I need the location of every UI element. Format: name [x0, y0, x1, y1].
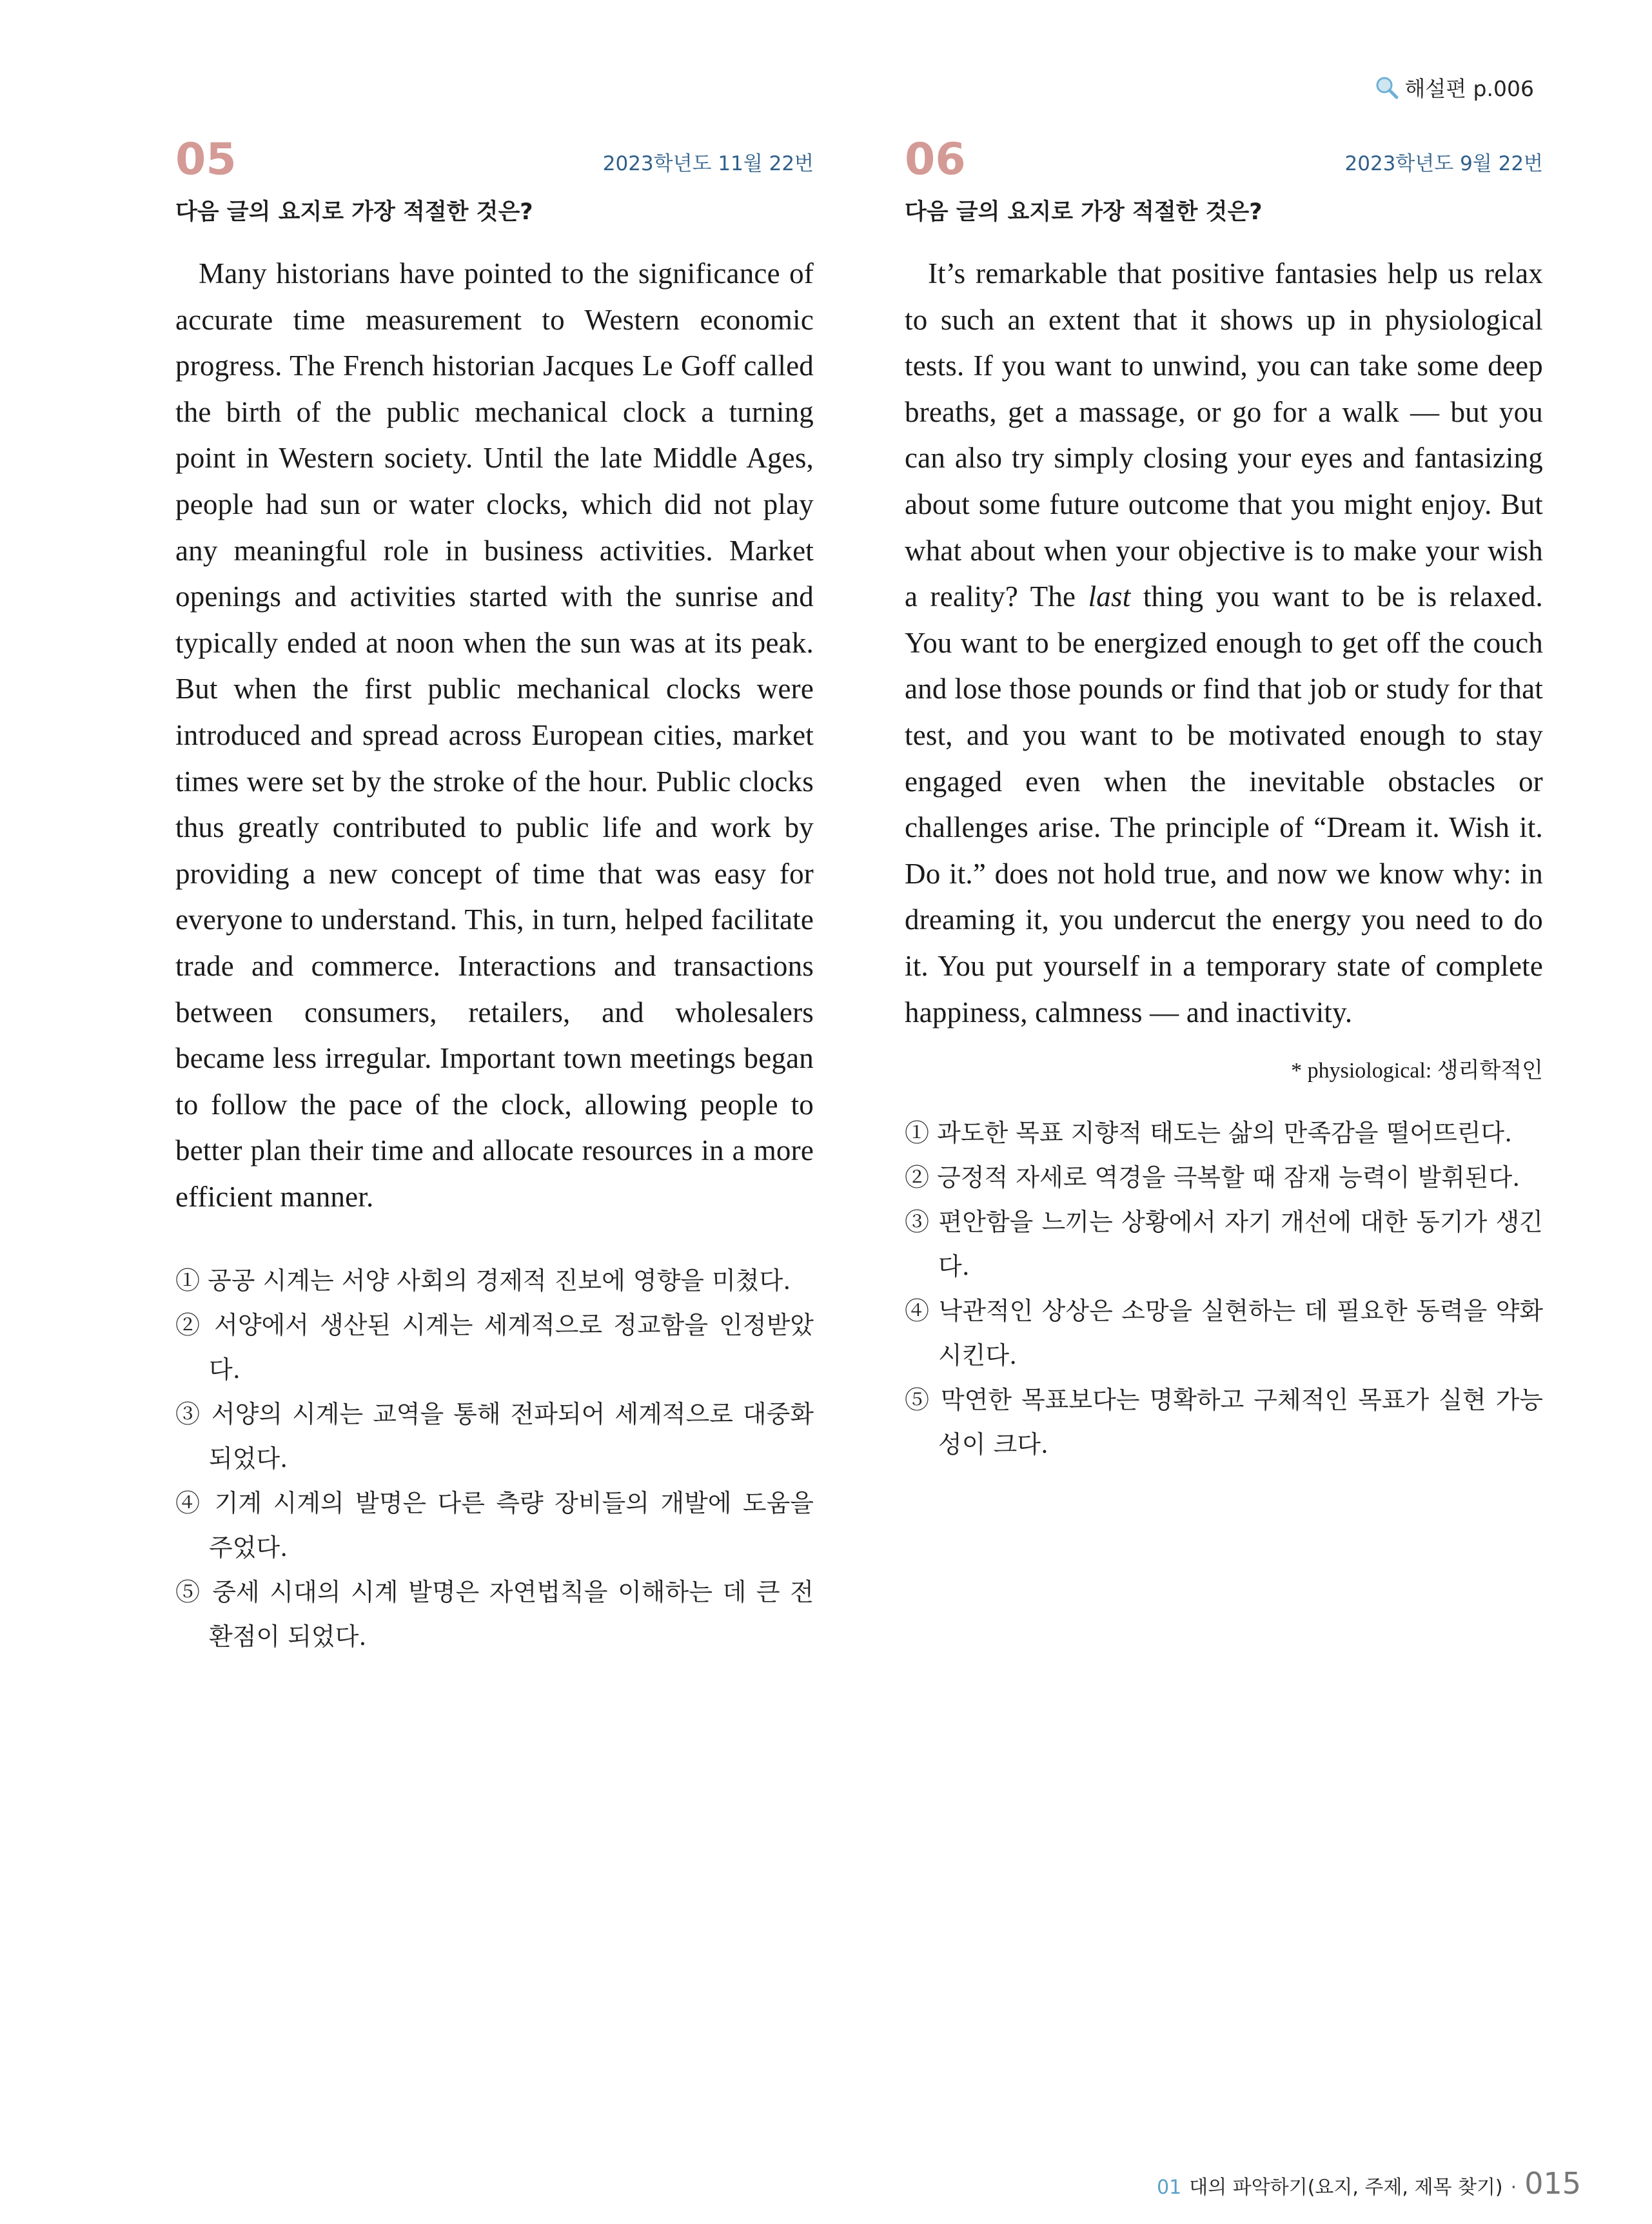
question-05: [175, 132, 814, 1669]
answer-reference-text: 해설편 p.006: [1404, 76, 1534, 101]
question-number: 05: [175, 134, 237, 185]
choice-1[interactable]: ① 공공 시계는 서양 사회의 경제적 진보에 영향을 미쳤다.: [175, 1266, 791, 1295]
question-number: 06: [905, 134, 966, 185]
choice-list: [905, 1111, 1543, 1467]
choice-2[interactable]: ② 서양에서 생산된 시계는 세계적으로 정교함을 인정받았다.: [175, 1311, 814, 1384]
passage-part-1: It’s remarkable that positive fantasies help us relax to such an extent that it shows up in physiological tests. If you want to unwind, you can take some deep breaths, get a massage, or go for a walk — but you can also try simply closing your eyes and fantasizing about some future outcome that you might enjoy. But what about when your objective is to make your wish a reality? The: [905, 257, 1543, 613]
question-source: 2023학년도 11월 22번: [602, 152, 814, 175]
choice-5[interactable]: ⑤ 막연한 목표보다는 명확하고 구체적인 목표가 실현 가능성이 크다.: [905, 1386, 1543, 1459]
answer-reference: [1375, 72, 1534, 103]
page-footer: [1157, 2166, 1581, 2201]
question-06: [905, 132, 1543, 1477]
choice-4[interactable]: ④ 기계 시계의 발명은 다른 측량 장비들의 개발에 도움을 주었다.: [175, 1489, 814, 1562]
choice-list: [175, 1259, 814, 1659]
chapter-number: 01: [1157, 2176, 1182, 2199]
page-number: 015: [1524, 2166, 1581, 2201]
choice-2[interactable]: ② 긍정적 자세로 역경을 극복할 때 잠재 능력이 발휘된다.: [905, 1163, 1520, 1192]
choice-3[interactable]: ③ 편안함을 느끼는 상황에서 자기 개선에 대한 동기가 생긴다.: [905, 1208, 1543, 1281]
passage: Many historians have pointed to the significance of accurate time measurement to Western economic progress. The French historian Jacques Le Goff called the birth of the public mechanical clock a turning point in Western society. Until the late Middle Ages, people had sun or water clocks, which did not play any meaningful role in business activities. Market openings and activities started with the sunrise and typically ended at noon when the sun was at its peak. But when the first public mechanical clocks were introduced and spread across European cities, market times were set by the stroke of the hour. Public clocks thus greatly contributed to public life and work by providing a new concept of time that was easy for everyone to understand. This, in turn, helped facilitate trade and commerce. Interactions and transactions between consumers, retailers, and wholesalers became less irregular. Important town meetings began to follow the pace of the clock, allowing people to better plan their time and allocate resources in a more efficient manner.: [175, 257, 814, 1213]
passage-part-2: thing you want to be is relaxed. You want to be energized enough to get off the couch and lose those pounds or find that job or study for that test, and you want to be motivated enough to stay engaged even when the inevitable obstacles or challenges arise. The principle of “Dream it. Wish it. Do it.” does not hold true, and now we know why: in dreaming it, you undercut the energy you need to do it. You put yourself in a temporary state of complete happiness, calmness — and inactivity.: [905, 580, 1543, 1028]
choice-5[interactable]: ⑤ 중세 시대의 시계 발명은 자연법칙을 이해하는 데 큰 전환점이 되었다.: [175, 1578, 814, 1651]
choice-4[interactable]: ④ 낙관적인 상상은 소망을 실현하는 데 필요한 동력을 약화시킨다.: [905, 1297, 1543, 1370]
chapter-title: 대의 파악하기(요지, 주제, 제목 찾기): [1189, 2176, 1503, 2199]
question-prompt: 다음 글의 요지로 가장 적절한 것은?: [905, 199, 1263, 225]
footnote: * physiological: 생리학적인: [1291, 1059, 1543, 1083]
magnifier-icon: [1375, 75, 1399, 100]
question-prompt: 다음 글의 요지로 가장 적절한 것은?: [175, 199, 533, 225]
passage: [905, 251, 1543, 1036]
choice-1[interactable]: ① 과도한 목표 지향적 태도는 삶의 만족감을 떨어뜨린다.: [905, 1119, 1513, 1148]
question-source: 2023학년도 9월 22번: [1344, 152, 1543, 175]
passage-italic-word: last: [1088, 580, 1131, 613]
footer-separator: ·: [1510, 2176, 1517, 2199]
choice-3[interactable]: ③ 서양의 시계는 교역을 통해 전파되어 세계적으로 대중화되었다.: [175, 1400, 814, 1473]
